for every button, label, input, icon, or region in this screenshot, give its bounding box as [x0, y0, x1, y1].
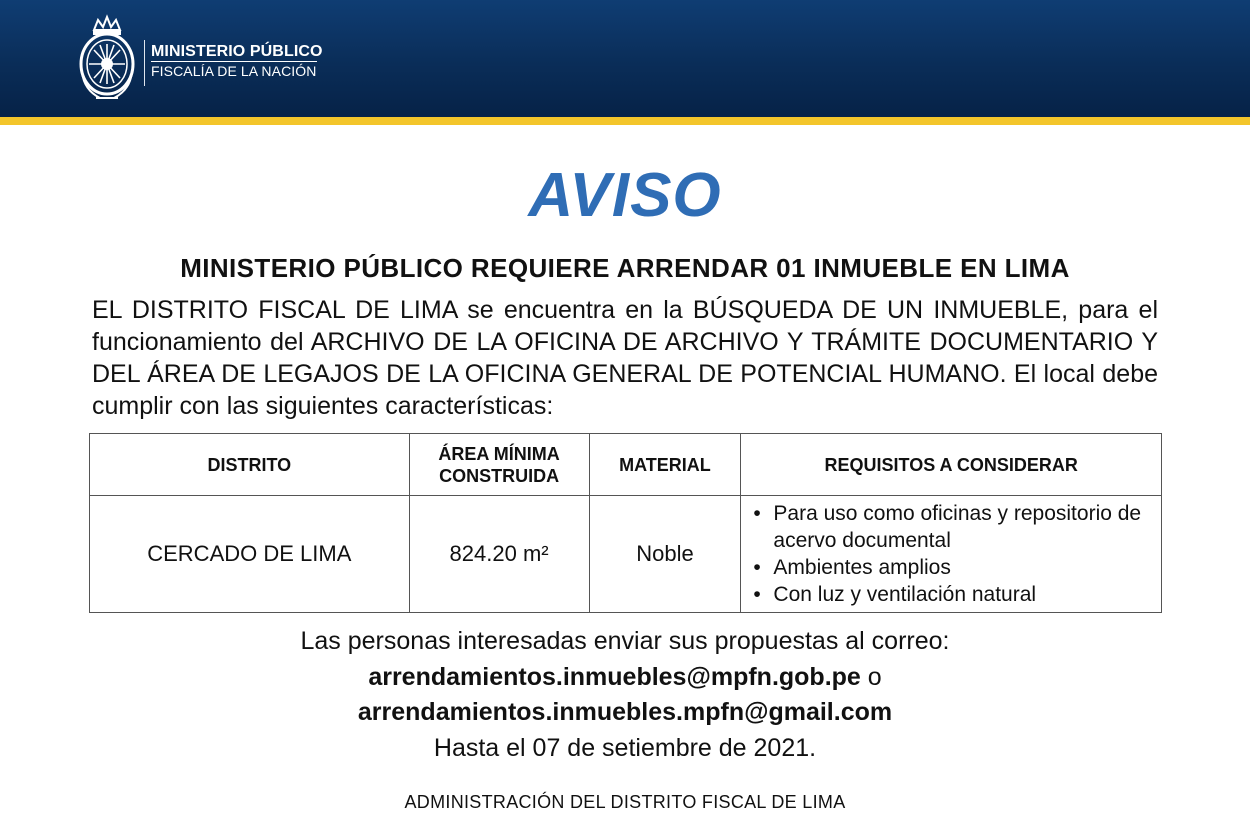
header-district: DISTRITO	[90, 434, 410, 496]
bullet: •	[753, 502, 761, 525]
cell-material: Noble	[589, 496, 741, 613]
requirement-text: Para uso como oficinas y repositorio de acervo documental	[773, 502, 1142, 552]
bullet: •	[753, 556, 761, 579]
requirement-text: Ambientes amplios	[773, 556, 951, 579]
contact-block	[0, 624, 1250, 766]
header-stripe	[0, 117, 1250, 125]
footer-signature: ADMINISTRACIÓN DEL DISTRITO FISCAL DE LIMA	[404, 792, 846, 812]
email-primary-link[interactable]: arrendamientos.inmuebles@mpfn.gob.pe	[368, 662, 861, 691]
contact-email-line	[0, 660, 1250, 696]
notice-intro: EL DISTRITO FISCAL DE LIMA se encuentra en la BÚSQUEDA DE UN INMUEBLE, para el funcionamiento del ARCHIVO DE LA OFICINA DE ARCHIVO Y TRÁMITE DOCUMENTARIO Y DEL ÁREA DE LEGAJOS DE LA OFICINA GENERAL DE POTENCIAL HUMANO. El local debe cumplir con las siguientes características:	[92, 296, 1158, 420]
header-band	[0, 0, 1250, 117]
table-row	[90, 496, 1162, 613]
email-connector: o	[860, 662, 882, 691]
header-area-line2: CONSTRUIDA	[439, 465, 560, 486]
header-requirements: REQUISITOS A CONSIDERAR	[741, 434, 1162, 496]
requirements-list	[753, 500, 1151, 608]
header-material: MATERIAL	[589, 434, 741, 496]
list-item	[753, 500, 1151, 554]
deadline-text: Hasta el 07 de setiembre de 2021.	[433, 733, 817, 762]
logo-divider	[144, 40, 145, 86]
notice-subtitle: MINISTERIO PÚBLICO REQUIERE ARRENDAR 01 INMUEBLE EN LIMA	[180, 253, 1070, 283]
coat-of-arms-icon	[74, 14, 140, 102]
org-subtitle: FISCALÍA DE LA NACIÓN	[151, 63, 317, 79]
header-area	[409, 434, 589, 496]
bullet: •	[753, 583, 761, 606]
header-area-line1: ÁREA MÍNIMA	[438, 443, 560, 464]
cell-area: 824.20 m²	[409, 496, 589, 613]
requirements-table	[89, 433, 1162, 613]
org-name: MINISTERIO PÚBLICO	[151, 43, 323, 60]
list-item	[753, 554, 1151, 581]
cell-district: CERCADO DE LIMA	[90, 496, 410, 613]
contact-instruction: Las personas interesadas enviar sus propuestas al correo:	[300, 627, 950, 655]
table-header-row	[90, 434, 1162, 496]
list-item	[753, 581, 1151, 608]
notice-title: AVISO	[528, 161, 722, 230]
email-secondary-link[interactable]: arrendamientos.inmuebles.mpfn@gmail.com	[357, 698, 893, 726]
cell-requirements	[741, 496, 1162, 613]
requirement-text: Con luz y ventilación natural	[773, 583, 1037, 606]
